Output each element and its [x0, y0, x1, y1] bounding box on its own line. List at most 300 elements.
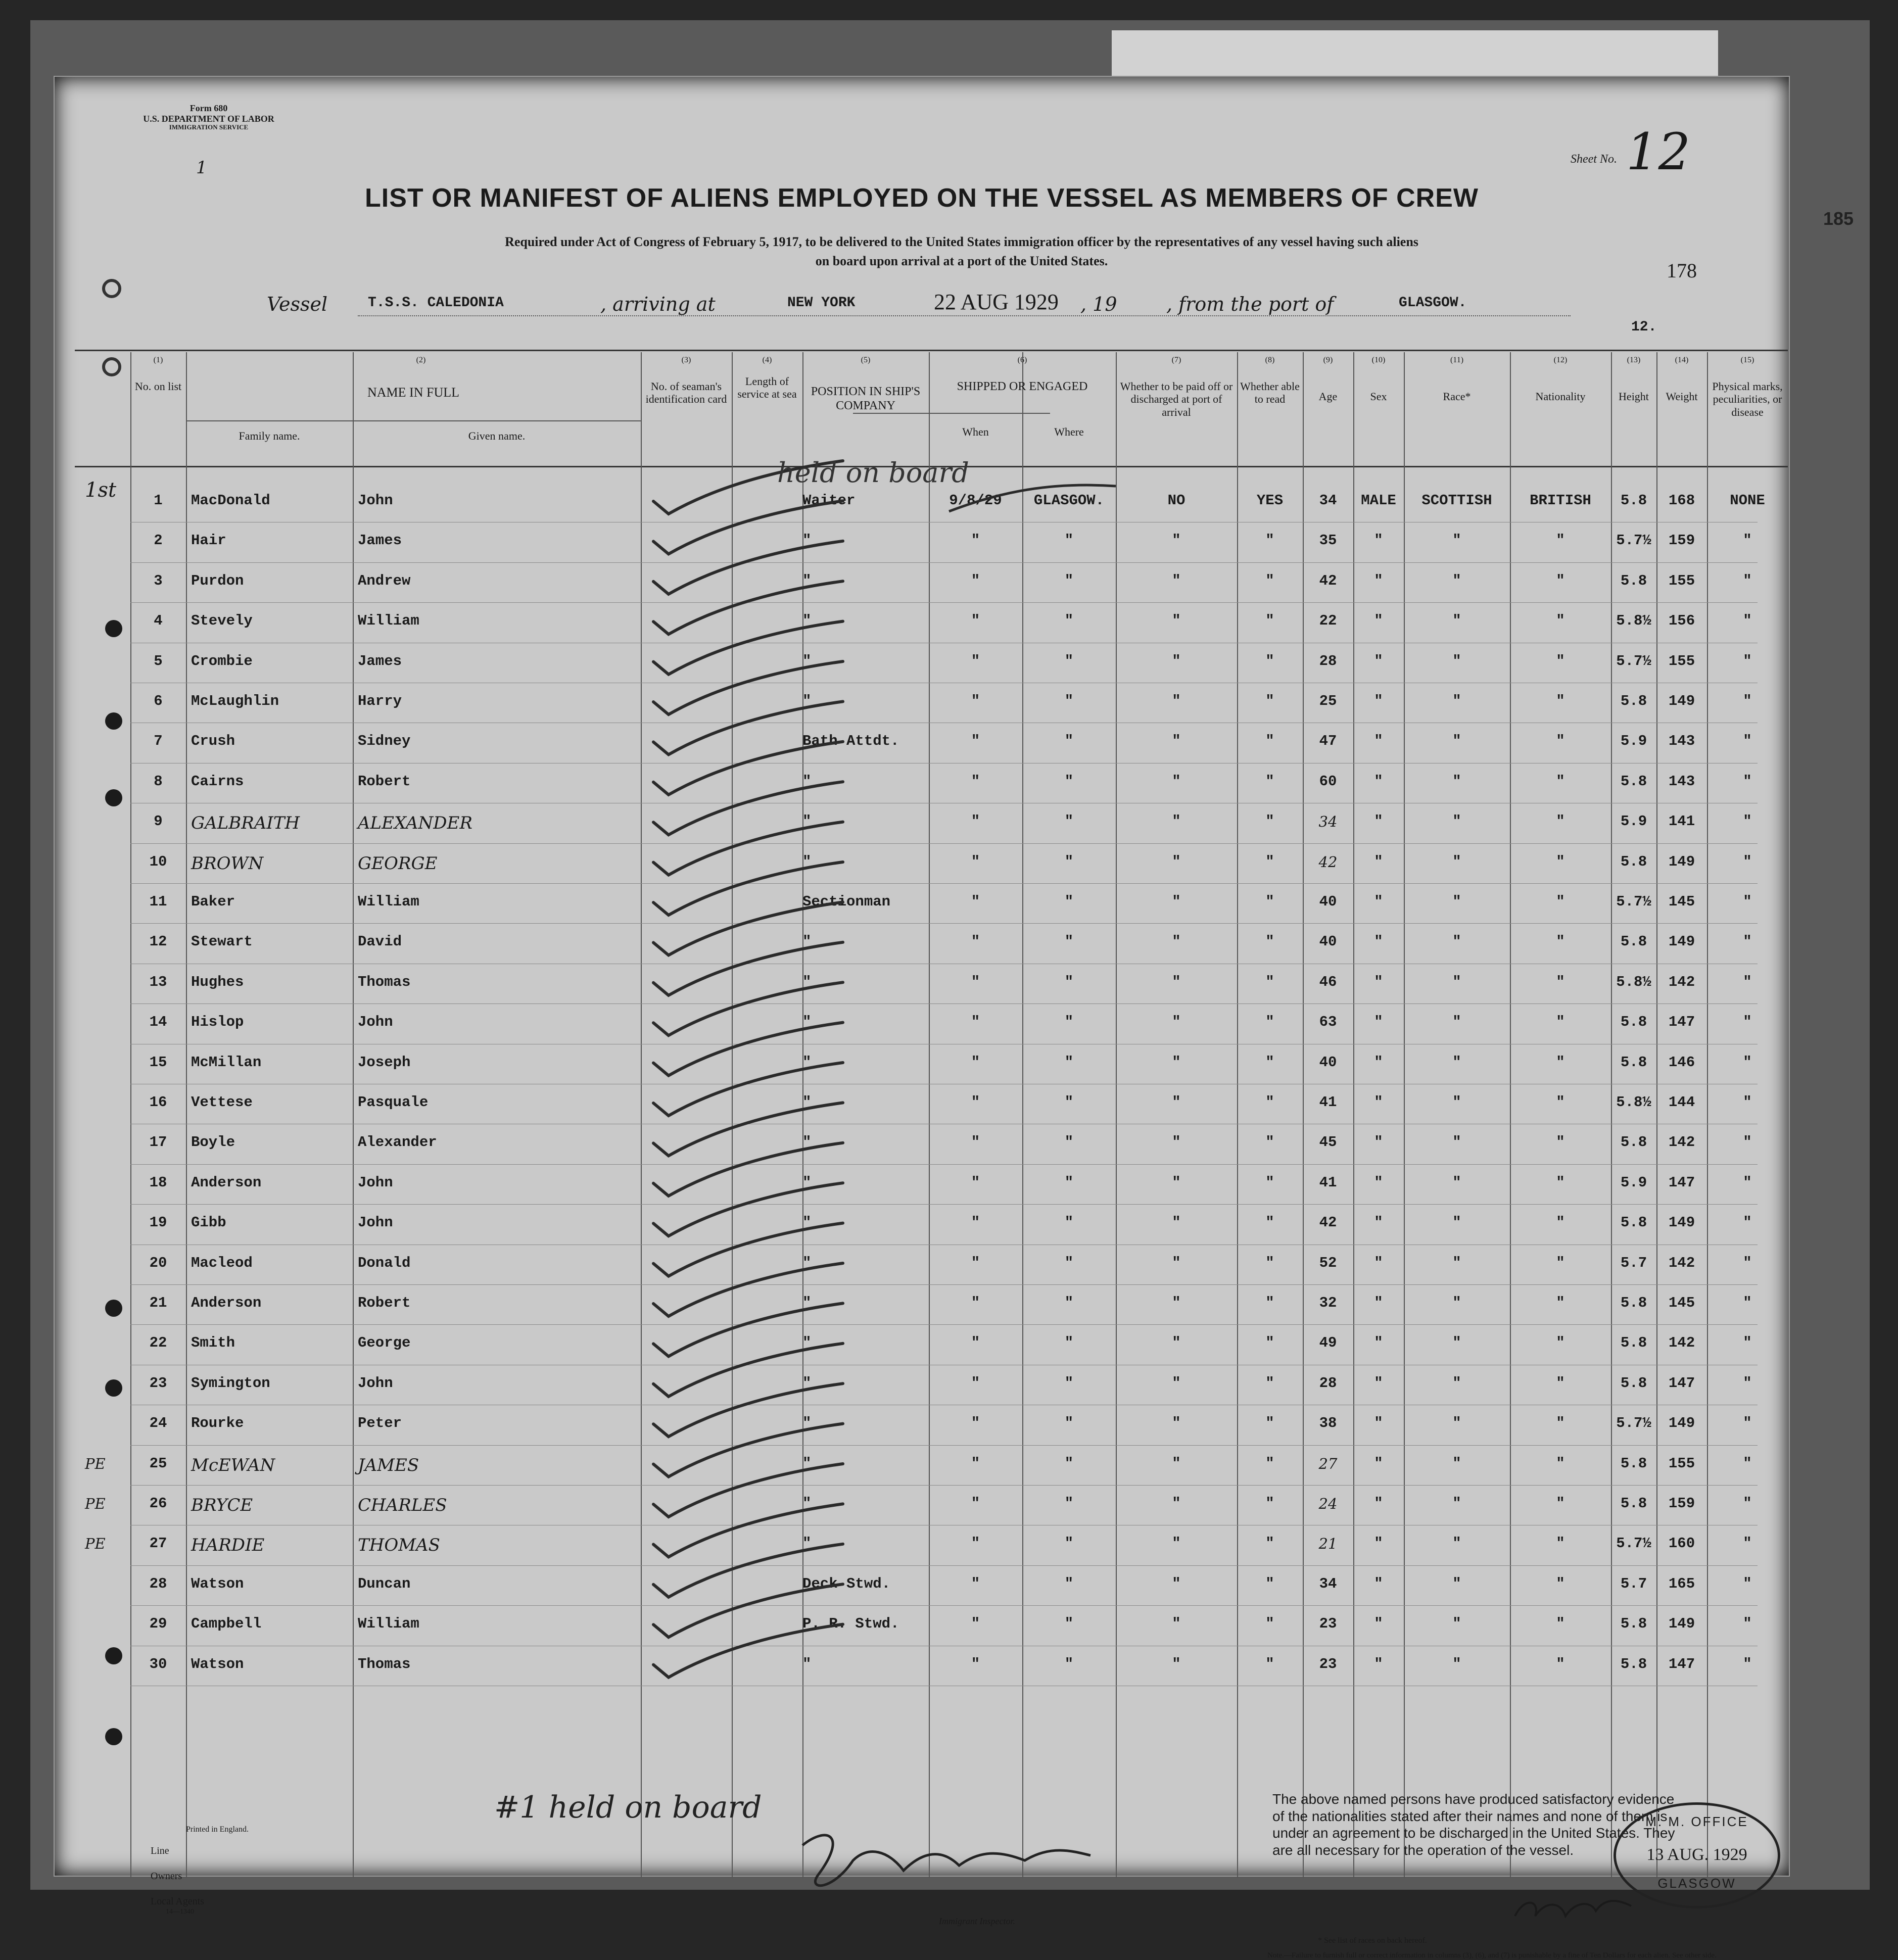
cell-height: 5.7½: [1616, 893, 1651, 910]
cell-marks: ": [1743, 1495, 1752, 1512]
cell-family: Stewart: [191, 933, 253, 950]
cell-height: 5.8½: [1616, 973, 1651, 990]
cell-given: THOMAS: [358, 1535, 440, 1556]
column-number: (5): [861, 356, 871, 364]
cell-nationality: ": [1556, 893, 1565, 910]
cell-weight: 145: [1668, 893, 1695, 910]
cell-weight: 156: [1668, 612, 1695, 630]
office-stamp: [1614, 1802, 1780, 1908]
cell-height: 5.9: [1620, 733, 1647, 750]
cell-given: Thomas: [358, 1655, 411, 1672]
cell-paid: ": [1172, 1334, 1181, 1352]
cell-marks: ": [1743, 813, 1752, 830]
cell-weight: 155: [1668, 572, 1695, 589]
cell-weight: 149: [1668, 1615, 1695, 1633]
cell-no: 5: [154, 652, 163, 670]
cell-where: ": [1064, 1214, 1074, 1231]
cell-read: ": [1265, 933, 1274, 950]
cell-height: 5.8: [1620, 1054, 1647, 1071]
cell-no: 2: [154, 532, 163, 549]
header-read: Whether able to read: [1240, 380, 1300, 406]
cell-paid: ": [1172, 773, 1181, 790]
cell-weight: 165: [1668, 1575, 1695, 1592]
cell-nationality: ": [1556, 612, 1565, 630]
cell-family: Macleod: [191, 1254, 253, 1271]
cell-position: ": [802, 1054, 812, 1071]
cell-read: ": [1265, 1455, 1274, 1472]
cell-read: ": [1265, 612, 1274, 630]
cell-height: 5.8: [1620, 853, 1647, 870]
cell-no: 30: [149, 1655, 167, 1672]
cell-position: ": [802, 813, 812, 830]
column-number: (13): [1627, 356, 1641, 364]
cell-given: Alexander: [358, 1134, 437, 1151]
cell-age: 52: [1319, 1254, 1337, 1271]
cell-no: 1: [154, 492, 163, 509]
cell-nationality: ": [1556, 1174, 1565, 1191]
cell-nationality: ": [1556, 933, 1565, 950]
cell-where: ": [1064, 1054, 1074, 1071]
cell-age: 24: [1318, 1495, 1338, 1512]
cell-paid: ": [1172, 612, 1181, 630]
cell-race: ": [1452, 693, 1461, 709]
cell-given: James: [358, 532, 402, 549]
held-on-board-top: held on board: [777, 457, 969, 489]
cell-paid: ": [1172, 1655, 1181, 1672]
cell-where: ": [1064, 1254, 1074, 1271]
cell-weight: 149: [1668, 933, 1695, 950]
cell-race: ": [1452, 612, 1461, 630]
header-name-in-full: NAME IN FULL: [367, 385, 459, 400]
cell-family: GALBRAITH: [191, 813, 300, 834]
cell-when: ": [971, 853, 980, 870]
cell-position: ": [802, 612, 812, 630]
cell-when: ": [971, 1334, 980, 1352]
cell-when: ": [971, 652, 980, 670]
cell-when: ": [971, 1655, 980, 1672]
cell-when: ": [971, 612, 980, 630]
cell-where: ": [1064, 973, 1074, 990]
cell-given: Harry: [358, 693, 402, 709]
cell-age: 27: [1318, 1455, 1338, 1472]
cell-nationality: ": [1556, 1334, 1565, 1352]
cell-weight: 147: [1668, 1174, 1695, 1191]
cell-position: P. R. Stwd.: [802, 1615, 899, 1633]
header-id-card: No. of seaman's identification card: [645, 380, 727, 406]
cell-age: 42: [1319, 572, 1337, 589]
cell-position: ": [802, 933, 812, 950]
cell-height: 5.7: [1620, 1254, 1647, 1271]
cell-when: ": [971, 532, 980, 549]
cell-family: Vettese: [191, 1094, 253, 1111]
cell-marks: ": [1743, 1334, 1752, 1352]
cell-paid: ": [1172, 1455, 1181, 1472]
cell-read: ": [1265, 893, 1274, 910]
header-shipped: SHIPPED OR ENGAGED: [957, 380, 1088, 393]
cell-given: Andrew: [358, 572, 411, 589]
cell-family: Crush: [191, 733, 235, 750]
cell-age: 25: [1319, 693, 1337, 709]
cell-sex: ": [1374, 1334, 1383, 1352]
cell-nationality: ": [1556, 813, 1565, 830]
cell-paid: ": [1172, 1174, 1181, 1191]
cell-weight: 155: [1668, 1455, 1695, 1472]
cell-age: 42: [1318, 853, 1338, 871]
cell-sex: ": [1374, 1295, 1383, 1311]
cell-age: 40: [1319, 893, 1337, 910]
cell-paid: ": [1172, 532, 1181, 549]
cell-family: Anderson: [191, 1295, 262, 1311]
column-number: (2): [416, 356, 426, 364]
cell-family: Purdon: [191, 572, 244, 589]
cell-family: Watson: [191, 1655, 244, 1672]
cell-sex: ": [1374, 933, 1383, 950]
cell-family: McLaughlin: [191, 693, 279, 709]
cell-where: ": [1064, 1094, 1074, 1111]
cell-where: ": [1064, 693, 1074, 709]
cell-nationality: ": [1556, 572, 1565, 589]
cell-family: Anderson: [191, 1174, 262, 1191]
cell-no: 13: [149, 973, 167, 990]
cell-marks: ": [1743, 1295, 1752, 1311]
cell-nationality: ": [1556, 1134, 1565, 1151]
from-port: GLASGOW.: [1399, 295, 1467, 311]
fine-note: Note.—Failure to furnish full or correct information in columns (3), (6), and (7) is punishable by a fine of Ten Dollars for each alien. See other side.: [1267, 1951, 1717, 1959]
cell-race: ": [1452, 1134, 1461, 1151]
column-number: (9): [1323, 356, 1333, 364]
cell-age: 34: [1318, 813, 1338, 831]
cell-marks: ": [1743, 893, 1752, 910]
cell-sex: ": [1374, 1415, 1383, 1432]
cell-read: ": [1265, 1655, 1274, 1672]
cell-marks: ": [1743, 1014, 1752, 1031]
cell-where: ": [1064, 532, 1074, 549]
cell-no: 12: [149, 933, 167, 950]
cell-marks: ": [1743, 1655, 1752, 1672]
cell-given: Donald: [358, 1254, 411, 1271]
cell-race: ": [1452, 733, 1461, 750]
cell-nationality: ": [1556, 1415, 1565, 1432]
margin-mark-one: 1: [196, 158, 207, 178]
cell-when: ": [971, 693, 980, 709]
header-family-name: Family name.: [239, 429, 300, 442]
cell-sex: ": [1374, 532, 1383, 549]
cell-no: 27: [149, 1535, 167, 1552]
cell-marks: ": [1743, 532, 1752, 549]
cell-age: 49: [1319, 1334, 1337, 1352]
footer-owners-label: Owners: [151, 1871, 182, 1882]
cell-read: ": [1265, 973, 1274, 990]
cell-sex: ": [1374, 1054, 1383, 1071]
cell-paid: ": [1172, 1054, 1181, 1071]
cell-height: 5.8: [1620, 1014, 1647, 1031]
cell-position: ": [802, 1134, 812, 1151]
cell-nationality: ": [1556, 1374, 1565, 1392]
cell-height: 5.7½: [1616, 532, 1651, 549]
cell-sex: ": [1374, 733, 1383, 750]
cell-weight: 146: [1668, 1054, 1695, 1071]
header-marks: Physical marks, peculiarities, or disease: [1712, 380, 1783, 418]
vessel-name: T.S.S. CALEDONIA: [368, 295, 504, 311]
cell-height: 5.8: [1620, 572, 1647, 589]
cell-age: 22: [1319, 612, 1337, 630]
cell-sex: ": [1374, 693, 1383, 709]
cell-given: Robert: [358, 1295, 411, 1311]
cell-paid: ": [1172, 572, 1181, 589]
cell-where: ": [1064, 853, 1074, 870]
cell-read: ": [1265, 652, 1274, 670]
form-subtitle-2: on board upon arrival at a port of the United States.: [815, 254, 1108, 268]
cell-read: ": [1265, 1615, 1274, 1633]
cell-nationality: ": [1556, 532, 1565, 549]
cell-given: Pasquale: [358, 1094, 429, 1111]
cell-sex: ": [1374, 1615, 1383, 1633]
cell-paid: ": [1172, 1134, 1181, 1151]
cell-height: 5.8: [1620, 1455, 1647, 1472]
cell-where: ": [1064, 652, 1074, 670]
cell-paid: ": [1172, 652, 1181, 670]
cell-nationality: ": [1556, 1495, 1565, 1512]
cell-family: Hislop: [191, 1014, 244, 1031]
cell-read: ": [1265, 1334, 1274, 1352]
column-number: (11): [1450, 356, 1464, 364]
arrival-date-stamp: 22 AUG 1929: [934, 290, 1059, 314]
header-position: POSITION IN SHIP'S COMPANY: [811, 385, 921, 412]
cell-race: ": [1452, 1174, 1461, 1191]
cell-race: ": [1452, 1415, 1461, 1432]
cell-marks: ": [1743, 1415, 1752, 1432]
column-number: (10): [1371, 356, 1386, 364]
cell-race: ": [1452, 1495, 1461, 1512]
cell-where: ": [1064, 1615, 1074, 1633]
cell-marks: ": [1743, 733, 1752, 750]
cell-family: Rourke: [191, 1415, 244, 1432]
column-number: (1): [153, 356, 163, 364]
cell-paid: NO: [1167, 492, 1185, 509]
cell-read: YES: [1256, 492, 1284, 509]
cell-height: 5.8: [1620, 492, 1647, 509]
cell-when: ": [971, 1295, 980, 1311]
cell-weight: 143: [1668, 773, 1695, 790]
cell-paid: ": [1172, 1214, 1181, 1231]
cell-weight: 141: [1668, 813, 1695, 830]
cell-read: ": [1265, 1094, 1274, 1111]
header-weight: Weight: [1666, 390, 1698, 403]
cell-nationality: ": [1556, 733, 1565, 750]
cell-race: ": [1452, 893, 1461, 910]
cell-age: 34: [1319, 1575, 1337, 1592]
cell-race: ": [1452, 1615, 1461, 1633]
cell-height: 5.8: [1620, 773, 1647, 790]
cell-height: 5.8: [1620, 1295, 1647, 1311]
form-number: Form 680: [189, 103, 228, 113]
department-name: U.S. DEPARTMENT OF LABOR: [143, 113, 274, 124]
header-paid-off: Whether to be paid off or discharged at port of arrival: [1120, 380, 1233, 418]
cell-read: ": [1265, 1254, 1274, 1271]
cell-height: 5.8: [1620, 1134, 1647, 1151]
cell-position: ": [802, 1655, 812, 1672]
cell-read: ": [1265, 1415, 1274, 1432]
cell-no: 10: [149, 853, 167, 870]
footer-agents-code: 14—1340: [166, 1908, 194, 1916]
cell-given: James: [358, 652, 402, 670]
cell-height: 5.7: [1620, 1575, 1647, 1592]
cell-no: 4: [154, 612, 163, 630]
cell-given: John: [358, 1014, 393, 1031]
cell-marks: ": [1743, 1214, 1752, 1231]
header-nationality: Nationality: [1535, 390, 1586, 403]
cell-paid: ": [1172, 1014, 1181, 1031]
cell-race: ": [1452, 973, 1461, 990]
pencil-check-mark: [653, 1624, 843, 1678]
cell-when: ": [971, 1054, 980, 1071]
cell-age: 60: [1319, 773, 1337, 790]
cell-no: 17: [149, 1134, 167, 1151]
cell-when: ": [971, 1575, 980, 1592]
cell-nationality: ": [1556, 973, 1565, 990]
cell-weight: 142: [1668, 1254, 1695, 1271]
cell-when: ": [971, 973, 980, 990]
cell-where: ": [1064, 1575, 1074, 1592]
column-number: (7): [1171, 356, 1181, 364]
cell-age: 40: [1319, 1054, 1337, 1071]
cell-nationality: ": [1556, 1455, 1565, 1472]
cell-where: ": [1064, 1334, 1074, 1352]
cell-weight: 142: [1668, 973, 1695, 990]
cell-weight: 142: [1668, 1134, 1695, 1151]
cell-position: Bath Attdt.: [802, 733, 899, 750]
stamp-date: 13 AUG. 1929: [1646, 1845, 1747, 1864]
cell-age: 23: [1319, 1615, 1337, 1633]
cell-height: 5.9: [1620, 813, 1647, 830]
cell-given: Thomas: [358, 973, 411, 990]
cell-age: 63: [1319, 1014, 1337, 1031]
cell-where: ": [1064, 773, 1074, 790]
cell-age: 38: [1319, 1415, 1337, 1432]
cell-given: Sidney: [358, 733, 411, 750]
cell-no: 18: [149, 1174, 167, 1191]
cell-weight: 147: [1668, 1014, 1695, 1031]
cell-weight: 168: [1668, 492, 1695, 509]
cell-when: ": [971, 1535, 980, 1552]
inspector-signature: [787, 1815, 1141, 1906]
cell-height: 5.9: [1620, 1174, 1647, 1191]
cell-marks: ": [1743, 1174, 1752, 1191]
cell-race: ": [1452, 813, 1461, 830]
cell-age: 34: [1319, 492, 1337, 509]
cell-given: George: [358, 1334, 411, 1352]
cell-height: 5.8: [1620, 1214, 1647, 1231]
cell-paid: ": [1172, 933, 1181, 950]
cell-height: 5.8: [1620, 1334, 1647, 1352]
cell-age: 47: [1319, 733, 1337, 750]
header-race: Race*: [1443, 390, 1471, 403]
cell-position: ": [802, 773, 812, 790]
cell-weight: 147: [1668, 1655, 1695, 1672]
cell-when: ": [971, 1455, 980, 1472]
header-given-name: Given name.: [468, 429, 526, 442]
cell-read: ": [1265, 1495, 1274, 1512]
cell-when: ": [971, 1495, 980, 1512]
cell-nationality: ": [1556, 1014, 1565, 1031]
cell-marks: ": [1743, 612, 1752, 630]
cell-sex: ": [1374, 813, 1383, 830]
cell-when: ": [971, 813, 980, 830]
cell-sex: ": [1374, 1374, 1383, 1392]
cell-paid: ": [1172, 973, 1181, 990]
cell-family: Hughes: [191, 973, 244, 990]
cell-nationality: ": [1556, 1575, 1565, 1592]
cell-race: ": [1452, 853, 1461, 870]
cell-race: ": [1452, 933, 1461, 950]
cell-age: 41: [1319, 1174, 1337, 1191]
cell-family: Smith: [191, 1334, 235, 1352]
cell-position: ": [802, 532, 812, 549]
cell-marks: ": [1743, 1134, 1752, 1151]
cell-weight: 149: [1668, 1214, 1695, 1231]
cell-family: Baker: [191, 893, 235, 910]
cell-marks: ": [1743, 973, 1752, 990]
cell-given: William: [358, 612, 419, 630]
cell-race: ": [1452, 1455, 1461, 1472]
cell-age: 32: [1319, 1295, 1337, 1311]
cell-position: ": [802, 1254, 812, 1271]
cell-weight: 145: [1668, 1295, 1695, 1311]
cell-given: John: [358, 1374, 393, 1392]
cell-nationality: ": [1556, 853, 1565, 870]
cell-paid: ": [1172, 693, 1181, 709]
cell-sex: ": [1374, 1014, 1383, 1031]
column-number: (4): [762, 356, 772, 364]
cell-paid: ": [1172, 1575, 1181, 1592]
cell-when: ": [971, 1014, 980, 1031]
cell-given: JAMES: [358, 1455, 419, 1475]
cell-family: Gibb: [191, 1214, 226, 1231]
cell-sex: ": [1374, 773, 1383, 790]
cell-no: 28: [149, 1575, 167, 1592]
cell-race: ": [1452, 652, 1461, 670]
cell-nationality: ": [1556, 693, 1565, 709]
cell-where: ": [1064, 1174, 1074, 1191]
held-on-board-bottom: #1 held on board: [494, 1790, 762, 1825]
cell-height: 5.8: [1620, 1615, 1647, 1633]
cell-read: ": [1265, 1134, 1274, 1151]
race-footnote: * See list of races on back hereof.: [1318, 1936, 1427, 1945]
cell-marks: ": [1743, 933, 1752, 950]
cell-race: ": [1452, 1094, 1461, 1111]
cell-read: ": [1265, 1174, 1274, 1191]
cell-when: ": [971, 1254, 980, 1271]
cell-no: 14: [149, 1014, 167, 1031]
cell-marks: ": [1743, 1094, 1752, 1111]
cell-age: 40: [1319, 933, 1337, 950]
cell-sex: ": [1374, 1214, 1383, 1231]
cell-race: ": [1452, 1655, 1461, 1672]
cell-race: ": [1452, 572, 1461, 589]
cell-paid: ": [1172, 1535, 1181, 1552]
form-title: LIST OR MANIFEST OF ALIENS EMPLOYED ON THE VESSEL AS MEMBERS OF CREW: [365, 183, 1479, 213]
cell-sex: ": [1374, 1254, 1383, 1271]
cell-marks: ": [1743, 773, 1752, 790]
cell-family: BRYCE: [191, 1495, 253, 1515]
cell-given: Robert: [358, 773, 411, 790]
cell-nationality: ": [1556, 652, 1565, 670]
cell-race: SCOTTISH: [1421, 492, 1492, 509]
cell-weight: 149: [1668, 693, 1695, 709]
cell-when: ": [971, 893, 980, 910]
cell-given: Duncan: [358, 1575, 411, 1592]
cell-age: 42: [1319, 1214, 1337, 1231]
